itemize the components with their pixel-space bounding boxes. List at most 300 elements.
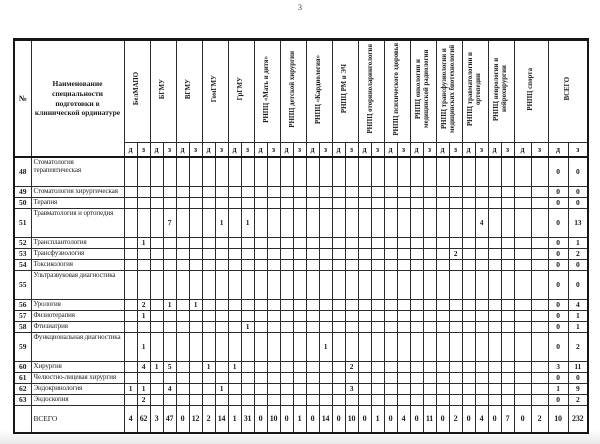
value-cell xyxy=(436,394,449,405)
value-cell xyxy=(475,394,488,405)
value-cell xyxy=(410,299,423,310)
day-form-header: д xyxy=(548,143,568,158)
value-cell xyxy=(475,270,488,299)
value-cell xyxy=(215,270,228,299)
value-cell: 1 xyxy=(189,299,202,310)
value-cell xyxy=(501,259,514,270)
value-cell xyxy=(488,383,501,394)
value-cell xyxy=(254,197,267,208)
value-cell xyxy=(150,383,163,394)
table-row xyxy=(14,310,588,321)
value-cell xyxy=(514,259,531,270)
specialty-name: Терапия xyxy=(31,197,124,208)
value-cell xyxy=(384,372,397,383)
value-cell xyxy=(306,361,319,372)
value-cell xyxy=(488,299,501,310)
value-cell xyxy=(475,361,488,372)
value-cell xyxy=(462,270,475,299)
value-cell xyxy=(280,299,293,310)
specialty-name: Урология xyxy=(31,299,124,310)
value-cell xyxy=(150,237,163,248)
table-row xyxy=(14,186,588,197)
column-header-label: РНПЦ «Мать и дитя» xyxy=(262,55,270,123)
value-cell xyxy=(462,383,475,394)
value-cell xyxy=(501,197,514,208)
column-header-org-9 xyxy=(358,40,384,143)
value-cell: 10 xyxy=(548,405,568,433)
column-header-label: РНПЦ спорта xyxy=(526,67,534,111)
value-cell xyxy=(267,310,280,321)
value-cell xyxy=(241,394,254,405)
value-cell xyxy=(345,186,358,197)
value-cell xyxy=(254,332,267,361)
value-cell: 1 xyxy=(293,405,306,433)
value-cell xyxy=(150,208,163,237)
value-cell: 62 xyxy=(137,405,150,433)
value-cell xyxy=(202,299,215,310)
value-cell xyxy=(358,299,371,310)
column-header-org-1 xyxy=(150,40,176,143)
value-cell xyxy=(137,208,150,237)
value-cell xyxy=(241,186,254,197)
value-cell xyxy=(176,186,189,197)
value-cell: 0 xyxy=(548,248,568,259)
value-cell: 4 xyxy=(124,405,137,433)
value-cell: 0 xyxy=(306,405,319,433)
value-cell xyxy=(254,321,267,332)
value-cell xyxy=(124,299,137,310)
value-cell xyxy=(124,197,137,208)
value-cell xyxy=(397,237,410,248)
value-cell xyxy=(306,248,319,259)
value-cell xyxy=(345,208,358,237)
value-cell: 0 xyxy=(548,197,568,208)
value-cell xyxy=(202,259,215,270)
value-cell xyxy=(280,321,293,332)
value-cell xyxy=(514,332,531,361)
value-cell xyxy=(332,259,345,270)
day-form-header: д xyxy=(124,143,137,158)
value-cell xyxy=(215,372,228,383)
value-cell xyxy=(345,372,358,383)
value-cell xyxy=(293,248,306,259)
value-cell xyxy=(215,259,228,270)
value-cell: 1 xyxy=(241,321,254,332)
value-cell xyxy=(462,394,475,405)
value-cell xyxy=(150,259,163,270)
value-cell xyxy=(280,383,293,394)
value-cell xyxy=(397,332,410,361)
value-cell: 11 xyxy=(423,405,436,433)
value-cell xyxy=(215,197,228,208)
value-cell xyxy=(345,270,358,299)
value-cell xyxy=(371,197,384,208)
value-cell: 0 xyxy=(568,186,588,197)
value-cell xyxy=(280,259,293,270)
row-number: 58 xyxy=(14,321,31,332)
value-cell xyxy=(410,321,423,332)
value-cell xyxy=(306,157,319,186)
value-cell xyxy=(228,372,241,383)
value-cell: 0 xyxy=(548,310,568,321)
value-cell xyxy=(228,310,241,321)
value-cell xyxy=(332,270,345,299)
value-cell: 14 xyxy=(215,405,228,433)
value-cell xyxy=(358,383,371,394)
column-header-org-7 xyxy=(306,40,332,143)
column-header-org-5 xyxy=(254,40,280,143)
value-cell xyxy=(163,237,176,248)
value-cell xyxy=(531,299,548,310)
value-cell xyxy=(449,186,462,197)
value-cell xyxy=(228,383,241,394)
value-cell xyxy=(306,383,319,394)
row-number: 53 xyxy=(14,248,31,259)
value-cell: 0 xyxy=(548,259,568,270)
row-number xyxy=(14,405,31,433)
day-form-header: д xyxy=(384,143,397,158)
value-cell xyxy=(293,186,306,197)
value-cell xyxy=(501,248,514,259)
value-cell xyxy=(228,157,241,186)
table-row xyxy=(14,299,588,310)
value-cell xyxy=(423,332,436,361)
value-cell xyxy=(332,186,345,197)
value-cell xyxy=(384,248,397,259)
value-cell xyxy=(280,394,293,405)
value-cell xyxy=(423,186,436,197)
value-cell xyxy=(371,237,384,248)
value-cell xyxy=(345,248,358,259)
value-cell xyxy=(215,248,228,259)
table-row xyxy=(14,270,588,299)
value-cell xyxy=(345,237,358,248)
value-cell xyxy=(384,394,397,405)
value-cell: 0 xyxy=(548,270,568,299)
value-cell xyxy=(241,299,254,310)
value-cell xyxy=(488,361,501,372)
specialties-table xyxy=(13,38,589,434)
value-cell xyxy=(189,259,202,270)
ext-form-header: з xyxy=(241,143,254,158)
value-cell: 0 xyxy=(384,405,397,433)
value-cell xyxy=(228,248,241,259)
value-cell xyxy=(410,237,423,248)
value-cell xyxy=(124,259,137,270)
value-cell xyxy=(514,299,531,310)
value-cell xyxy=(228,197,241,208)
value-cell xyxy=(371,321,384,332)
value-cell xyxy=(449,321,462,332)
value-cell xyxy=(436,248,449,259)
specialty-name: Ультразвуковая диагностика xyxy=(31,270,124,299)
value-cell xyxy=(280,361,293,372)
value-cell xyxy=(306,372,319,383)
value-cell xyxy=(293,361,306,372)
value-cell xyxy=(241,157,254,186)
value-cell xyxy=(124,372,137,383)
ext-form-header: з xyxy=(163,143,176,158)
value-cell xyxy=(176,332,189,361)
value-cell xyxy=(397,157,410,186)
value-cell xyxy=(501,157,514,186)
value-cell: 1 xyxy=(548,383,568,394)
value-cell xyxy=(514,197,531,208)
value-cell xyxy=(397,394,410,405)
ext-form-header: з xyxy=(267,143,280,158)
value-cell xyxy=(228,186,241,197)
value-cell: 1 xyxy=(568,321,588,332)
value-cell xyxy=(280,248,293,259)
value-cell xyxy=(410,332,423,361)
value-cell xyxy=(397,299,410,310)
column-header-label: ВСЕГО xyxy=(563,77,571,101)
value-cell xyxy=(475,157,488,186)
value-cell xyxy=(501,394,514,405)
value-cell xyxy=(345,197,358,208)
value-cell: 0 xyxy=(514,405,531,433)
value-cell xyxy=(475,332,488,361)
value-cell xyxy=(267,157,280,186)
value-cell xyxy=(319,321,332,332)
value-cell xyxy=(436,186,449,197)
value-cell xyxy=(462,157,475,186)
value-cell: 2 xyxy=(568,332,588,361)
value-cell xyxy=(488,208,501,237)
value-cell xyxy=(462,248,475,259)
value-cell xyxy=(176,259,189,270)
row-number: 51 xyxy=(14,208,31,237)
value-cell xyxy=(423,157,436,186)
value-cell xyxy=(241,237,254,248)
value-cell xyxy=(332,394,345,405)
total-label: ВСЕГО xyxy=(31,405,124,433)
value-cell: 2 xyxy=(449,405,462,433)
value-cell xyxy=(319,259,332,270)
specialty-name: Хирургия xyxy=(31,361,124,372)
value-cell xyxy=(371,372,384,383)
value-cell xyxy=(228,321,241,332)
value-cell xyxy=(531,208,548,237)
ext-form-header: з xyxy=(137,143,150,158)
ext-form-header: з xyxy=(189,143,202,158)
value-cell xyxy=(462,310,475,321)
value-cell: 2 xyxy=(568,248,588,259)
value-cell xyxy=(306,197,319,208)
specialty-name: Функциональная диагностика xyxy=(31,332,124,361)
table-row xyxy=(14,157,588,186)
value-cell xyxy=(280,186,293,197)
value-cell xyxy=(423,361,436,372)
value-cell: 0 xyxy=(548,157,568,186)
value-cell xyxy=(531,270,548,299)
value-cell xyxy=(436,197,449,208)
value-cell: 232 xyxy=(568,405,588,433)
value-cell xyxy=(202,270,215,299)
value-cell xyxy=(228,394,241,405)
value-cell xyxy=(176,157,189,186)
value-cell xyxy=(436,157,449,186)
column-header-org-13 xyxy=(462,40,488,143)
value-cell xyxy=(124,310,137,321)
value-cell xyxy=(514,321,531,332)
table-header xyxy=(14,40,588,158)
value-cell xyxy=(397,208,410,237)
value-cell xyxy=(306,270,319,299)
value-cell: 1 xyxy=(163,299,176,310)
table-row xyxy=(14,361,588,372)
value-cell xyxy=(202,208,215,237)
column-header-label: РНПЦ оториноларингология xyxy=(366,44,374,134)
specialty-name: Фтизиатрия xyxy=(31,321,124,332)
page-number: 3 xyxy=(298,3,302,12)
value-cell xyxy=(241,361,254,372)
value-cell xyxy=(462,372,475,383)
value-cell xyxy=(501,270,514,299)
value-cell xyxy=(531,186,548,197)
value-cell xyxy=(384,299,397,310)
value-cell xyxy=(423,372,436,383)
value-cell xyxy=(514,310,531,321)
ext-form-header: з xyxy=(345,143,358,158)
table-row xyxy=(14,248,588,259)
value-cell xyxy=(501,361,514,372)
value-cell xyxy=(202,332,215,361)
value-cell: 1 xyxy=(319,332,332,361)
row-number: 62 xyxy=(14,383,31,394)
value-cell xyxy=(163,197,176,208)
value-cell xyxy=(202,394,215,405)
value-cell: 1 xyxy=(241,208,254,237)
value-cell xyxy=(423,310,436,321)
value-cell xyxy=(202,383,215,394)
specialty-name: Стоматология хирургическая xyxy=(31,186,124,197)
row-number: 56 xyxy=(14,299,31,310)
value-cell xyxy=(176,394,189,405)
value-cell xyxy=(384,321,397,332)
value-cell xyxy=(241,197,254,208)
value-cell xyxy=(332,237,345,248)
specialty-name: Физиотерапия xyxy=(31,310,124,321)
value-cell xyxy=(176,248,189,259)
specialty-name: Травматология и ортопедия xyxy=(31,208,124,237)
value-cell: 1 xyxy=(150,361,163,372)
value-cell xyxy=(345,157,358,186)
value-cell xyxy=(228,208,241,237)
ext-form-header: з xyxy=(501,143,514,158)
value-cell xyxy=(397,248,410,259)
value-cell xyxy=(531,383,548,394)
value-cell: 12 xyxy=(189,405,202,433)
value-cell xyxy=(488,394,501,405)
day-form-header: д xyxy=(462,143,475,158)
value-cell: 4 xyxy=(137,361,150,372)
value-cell xyxy=(358,394,371,405)
value-cell xyxy=(332,310,345,321)
value-cell xyxy=(124,332,137,361)
value-cell xyxy=(462,321,475,332)
value-cell xyxy=(124,186,137,197)
value-cell xyxy=(306,394,319,405)
specialty-column-header: Наименование специальности подготовки в клинической ординатуре xyxy=(31,40,124,158)
value-cell xyxy=(176,310,189,321)
ext-form-header: з xyxy=(215,143,228,158)
value-cell: 0 xyxy=(462,405,475,433)
value-cell xyxy=(410,383,423,394)
value-cell xyxy=(254,270,267,299)
value-cell xyxy=(423,208,436,237)
value-cell xyxy=(449,197,462,208)
value-cell xyxy=(358,310,371,321)
value-cell xyxy=(306,208,319,237)
value-cell xyxy=(241,270,254,299)
value-cell xyxy=(189,332,202,361)
value-cell xyxy=(423,383,436,394)
day-form-header: д xyxy=(280,143,293,158)
value-cell: 1 xyxy=(124,383,137,394)
value-cell: 1 xyxy=(228,405,241,433)
value-cell xyxy=(449,208,462,237)
value-cell xyxy=(358,361,371,372)
value-cell xyxy=(176,208,189,237)
value-cell xyxy=(189,372,202,383)
table-row xyxy=(14,197,588,208)
value-cell xyxy=(137,157,150,186)
value-cell: 1 xyxy=(137,383,150,394)
value-cell xyxy=(462,361,475,372)
value-cell xyxy=(241,310,254,321)
value-cell: 1 xyxy=(137,237,150,248)
value-cell xyxy=(137,186,150,197)
value-cell xyxy=(163,259,176,270)
value-cell xyxy=(319,394,332,405)
value-cell xyxy=(423,321,436,332)
value-cell xyxy=(436,270,449,299)
value-cell xyxy=(163,270,176,299)
value-cell xyxy=(397,310,410,321)
value-cell xyxy=(202,372,215,383)
value-cell xyxy=(410,197,423,208)
value-cell xyxy=(254,299,267,310)
row-number: 55 xyxy=(14,270,31,299)
value-cell xyxy=(293,321,306,332)
value-cell: 4 xyxy=(475,208,488,237)
value-cell: 1 xyxy=(137,310,150,321)
column-header-org-14 xyxy=(488,40,514,143)
value-cell xyxy=(241,372,254,383)
value-cell xyxy=(475,259,488,270)
value-cell xyxy=(202,248,215,259)
value-cell xyxy=(319,310,332,321)
value-cell xyxy=(501,310,514,321)
value-cell xyxy=(267,248,280,259)
value-cell xyxy=(449,237,462,248)
value-cell xyxy=(410,361,423,372)
day-form-header: д xyxy=(488,143,501,158)
value-cell: 0 xyxy=(568,157,588,186)
value-cell: 1 xyxy=(371,405,384,433)
value-cell xyxy=(150,321,163,332)
ext-form-header: з xyxy=(397,143,410,158)
table-row xyxy=(14,259,588,270)
day-form-header: д xyxy=(202,143,215,158)
value-cell xyxy=(254,310,267,321)
value-cell xyxy=(267,208,280,237)
value-cell xyxy=(319,237,332,248)
value-cell xyxy=(501,186,514,197)
column-header-org-3 xyxy=(202,40,228,143)
day-form-header: д xyxy=(306,143,319,158)
